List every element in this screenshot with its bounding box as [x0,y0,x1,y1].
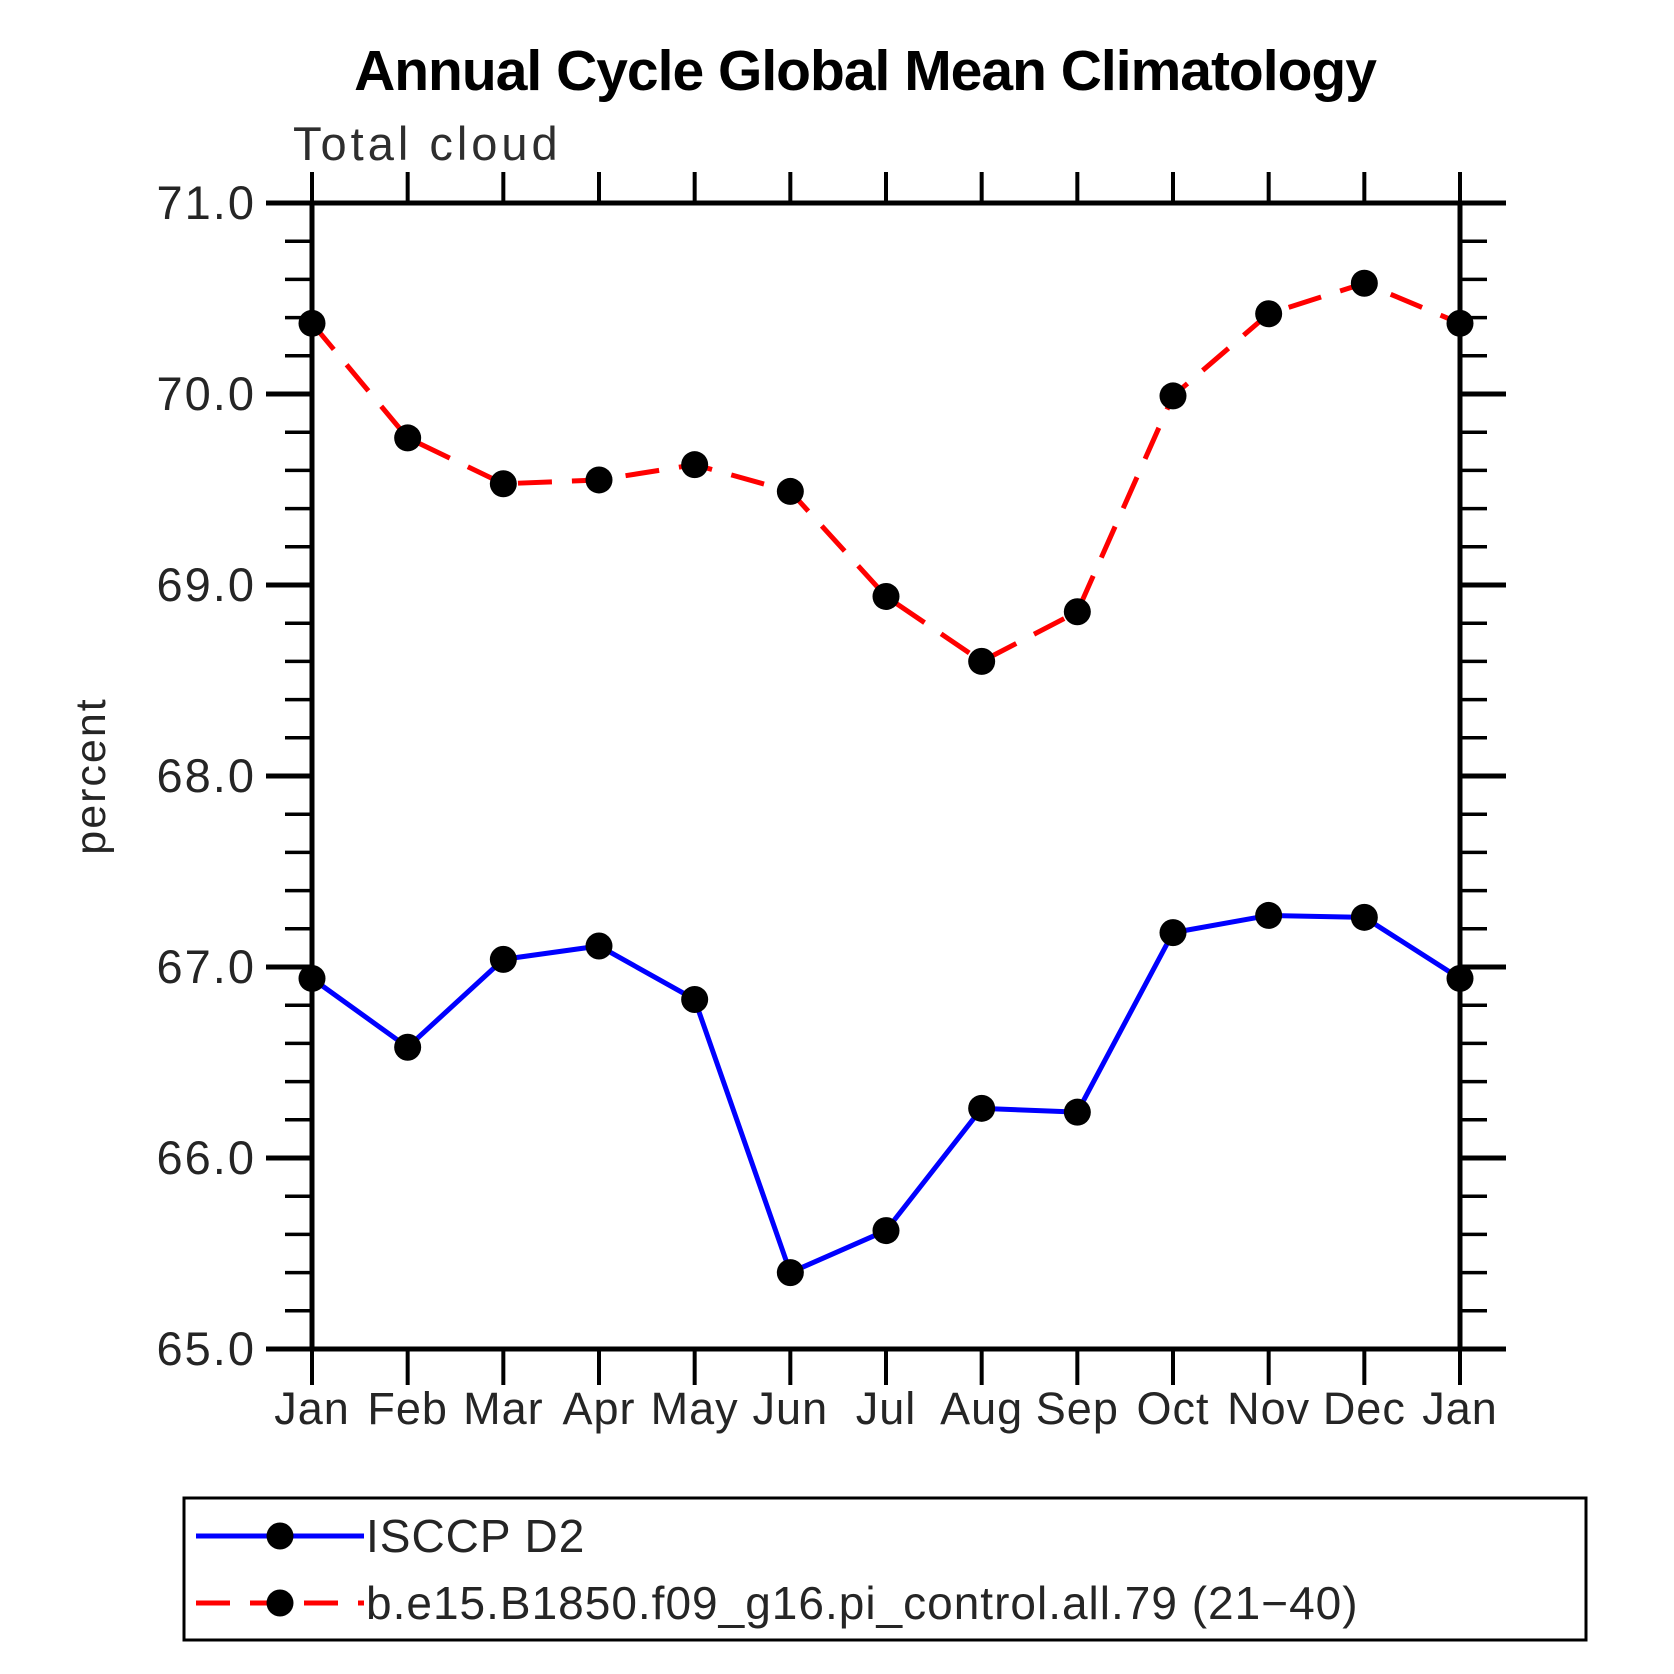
y-axis-tick-label: 65.0 [156,1322,256,1375]
series-marker-model [1447,310,1474,337]
series-marker-model [1160,382,1187,409]
legend-label-model: b.e15.B1850.f09_g16.pi_control.all.79 (21−40) [366,1577,1359,1629]
x-axis-month-label: Jul [855,1383,917,1434]
series-marker-isccp-d2 [490,946,517,973]
series-marker-model [586,466,613,493]
series-marker-model [968,648,995,675]
series-marker-model [1351,270,1378,297]
x-axis-month-label: Sep [1035,1383,1119,1434]
x-axis-month-label: Jan [1422,1383,1498,1434]
legend-item-model [196,1577,1359,1629]
y-axis-tick-label: 66.0 [156,1131,256,1184]
y-axis-tick-label: 71.0 [156,176,256,229]
chart-title: Annual Cycle Global Mean Climatology [354,39,1376,103]
x-axis-month-label: Dec [1322,1383,1406,1434]
x-axis-month-label: Apr [562,1383,636,1434]
legend [184,1498,1586,1640]
x-axis-month-label: Jan [274,1383,350,1434]
y-axis-tick-label: 69.0 [156,558,256,611]
series-marker-isccp-d2 [968,1095,995,1122]
series-marker-model [490,470,517,497]
x-axis-month-label: Oct [1136,1383,1210,1434]
x-axis-month-label: Feb [367,1383,448,1434]
series-marker-model [873,583,900,610]
chart-subtitle: Total cloud [293,117,562,170]
series-marker-isccp-d2 [1447,965,1474,992]
series-marker-isccp-d2 [299,965,326,992]
series-marker-isccp-d2 [777,1259,804,1286]
series-marker-model [394,424,421,451]
series-marker-isccp-d2 [873,1217,900,1244]
series-group [299,270,1474,1286]
series-marker-isccp-d2 [1255,902,1282,929]
series-marker-model [1255,300,1282,327]
legend-marker-dot [267,1590,294,1617]
plot-frame [312,203,1460,1349]
x-axis-month-label: Nov [1227,1383,1311,1434]
series-marker-isccp-d2 [681,986,708,1013]
axes-group [157,172,1506,1434]
y-axis-tick-label: 70.0 [156,367,256,420]
legend-label-isccp: ISCCP D2 [366,1510,586,1562]
x-axis-month-label: May [650,1383,739,1434]
x-axis-month-label: Aug [940,1383,1024,1434]
series-marker-isccp-d2 [586,932,613,959]
y-axis-tick-label: 68.0 [156,749,256,802]
series-marker-model [299,310,326,337]
series-marker-isccp-d2 [1064,1099,1091,1126]
y-axis-tick-label: 67.0 [156,940,256,993]
series-marker-model [681,451,708,478]
x-axis-month-label: Jun [752,1383,829,1434]
series-marker-isccp-d2 [394,1034,421,1061]
series-marker-model [777,478,804,505]
series-marker-model [1064,598,1091,625]
series-marker-isccp-d2 [1160,919,1187,946]
series-marker-isccp-d2 [1351,904,1378,931]
legend-item-isccp [196,1510,585,1562]
x-axis-month-label: Mar [463,1383,544,1434]
legend-marker-dot [267,1523,294,1550]
y-axis-label: percent [67,697,115,855]
